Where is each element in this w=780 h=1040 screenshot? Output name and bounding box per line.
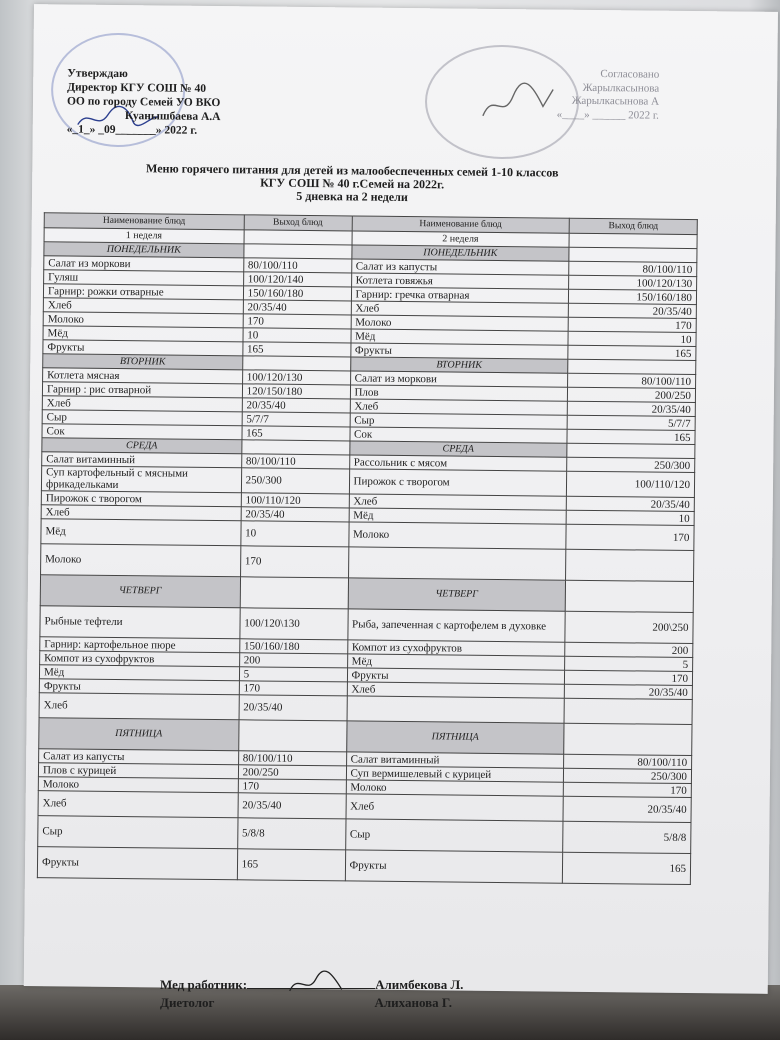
- empty-cell: [244, 230, 352, 245]
- portion-size: 5/8/8: [237, 818, 345, 850]
- portion-size: 170: [243, 314, 351, 329]
- dish-name: Сыр: [345, 819, 563, 852]
- empty-cell: [244, 244, 352, 259]
- portion-size: 100/120/130: [569, 275, 697, 290]
- dish-name: Рассольник с мясом: [349, 455, 567, 471]
- portion-size: 170: [565, 670, 693, 685]
- dish-name: Пирожок с творогом: [349, 469, 567, 496]
- dish-name: Мёд: [41, 519, 241, 546]
- menu-table: [37, 212, 698, 885]
- dish-name: Салат из капусты: [351, 259, 569, 275]
- portion-size: 80/100/110: [238, 751, 346, 766]
- dish-name: Гарнир : рис отварной: [42, 382, 242, 398]
- portion-size: 100/110/120: [567, 471, 695, 497]
- dish-name: Сок: [42, 424, 242, 440]
- portion-size: 100/110/120: [241, 493, 349, 508]
- dish-name: Фрукты: [345, 850, 563, 883]
- portion-size: 250/300: [564, 768, 692, 783]
- portion-size: 80/100/110: [569, 261, 697, 276]
- portion-size: 100/120/130: [242, 370, 350, 385]
- dish-name: Хлеб: [39, 693, 239, 720]
- portion-size: 200/250: [238, 765, 346, 780]
- dish-name: Гарнир: рожки отварные: [43, 284, 243, 300]
- dish-name: Фрукты: [347, 668, 565, 684]
- approver-signature: [473, 81, 563, 127]
- dish-name: Котлета говяжья: [351, 273, 569, 289]
- day-name: ЧЕТВЕРГ: [40, 575, 240, 608]
- portion-size: 20/35/40: [566, 496, 694, 511]
- dish-name: Компот из сухофруктов: [347, 640, 565, 656]
- portion-size: 250/300: [567, 457, 695, 472]
- empty-cell: [564, 723, 692, 755]
- portion-size: 170: [240, 546, 348, 578]
- portion-size: 20/35/40: [239, 695, 347, 721]
- portion-size: 170: [563, 782, 691, 797]
- dish-name: Фрукты: [39, 679, 239, 695]
- portion-size: 170: [238, 779, 346, 794]
- dish-name: Молоко: [351, 315, 569, 331]
- portion-size: 10: [566, 510, 694, 525]
- portion-size: 150/160/180: [569, 289, 697, 304]
- dish-name: Салат из моркови: [44, 256, 244, 272]
- portion-size: [566, 549, 694, 581]
- dish-name: Компот из сухофруктов: [40, 651, 240, 667]
- portion-size: 165: [568, 345, 696, 360]
- dish-name: Рыба, запеченная с картофелем в духовке: [347, 609, 565, 642]
- portion-size: 165: [237, 849, 345, 881]
- dish-name: Салат витаминный: [42, 452, 242, 468]
- day-name: ВТОРНИК: [350, 357, 568, 373]
- empty-cell: [567, 443, 695, 458]
- portion-size: 5/7/7: [567, 415, 695, 430]
- dish-name: Рыбные тефтели: [40, 606, 240, 639]
- day-name: ПОНЕДЕЛЬНИК: [351, 245, 569, 261]
- portion-size: 165: [242, 426, 350, 441]
- portion-size: 20/35/40: [563, 796, 691, 822]
- portion-size: 100/120\130: [240, 608, 348, 640]
- portion-size: 5: [565, 656, 693, 671]
- dish-name: Хлеб: [351, 301, 569, 317]
- portion-size: 100/120/140: [243, 272, 351, 287]
- column-header: Наименование блюд: [352, 216, 570, 233]
- dish-name: Мёд: [351, 329, 569, 345]
- day-name: ЧЕТВЕРГ: [348, 578, 566, 611]
- table-row: [37, 847, 690, 885]
- dish-name: Фрукты: [350, 343, 568, 359]
- dish-name: Мёд: [39, 665, 239, 681]
- portion-size: 80/100/110: [568, 373, 696, 388]
- document-title: Меню горячего питания для детей из малообеспеченных семей 1-10 классов КГУ СОШ № 40 г.Семей на 2022г. 5 дневка на 2 недели: [146, 161, 559, 205]
- column-header: Выход блюд: [244, 215, 352, 231]
- portion-size: 20/35/40: [238, 793, 346, 819]
- dish-name: Молоко: [43, 312, 243, 328]
- empty-cell: [241, 440, 349, 455]
- dish-name: Хлеб: [43, 298, 243, 314]
- portion-size: 165: [243, 342, 351, 357]
- dish-name: Фрукты: [43, 340, 243, 356]
- portion-size: 5/8/8: [563, 821, 691, 853]
- dish-name: Гарнир: гречка отварная: [351, 287, 569, 303]
- dish-name: [348, 547, 566, 580]
- dish-name: Салат из капусты: [39, 749, 239, 765]
- dish-name: Молоко: [38, 777, 238, 793]
- day-name: ПОНЕДЕЛЬНИК: [44, 242, 244, 258]
- dish-name: Пирожок с творогом: [41, 491, 241, 507]
- dietitian-name: Алиханова Г.: [374, 995, 452, 1010]
- day-name: СРЕДА: [349, 441, 567, 457]
- dish-name: [347, 696, 565, 723]
- portion-size: 200/250: [568, 387, 696, 402]
- portion-size: 170: [566, 524, 694, 550]
- signature-line: [247, 988, 375, 989]
- portion-size: 80/100/110: [243, 258, 351, 273]
- dish-name: Хлеб: [41, 505, 241, 521]
- empty-cell: [569, 233, 697, 248]
- portion-size: 165: [563, 852, 691, 884]
- day-name: ПЯТНИЦА: [39, 718, 239, 751]
- dish-name: Хлеб: [42, 396, 242, 412]
- dish-name: Хлеб: [349, 494, 567, 510]
- empty-cell: [240, 577, 348, 609]
- medic-name: Алимбекова Л.: [375, 977, 464, 992]
- portion-size: 165: [567, 429, 695, 444]
- empty-cell: [568, 359, 696, 374]
- column-header: Наименование блюд: [44, 213, 244, 230]
- portion-size: 80/100/110: [241, 454, 349, 469]
- portion-size: 80/100/110: [564, 754, 692, 769]
- dish-name: Молоко: [348, 522, 566, 549]
- dish-name: Сыр: [38, 816, 238, 849]
- empty-cell: [569, 247, 697, 262]
- portion-size: 170: [239, 681, 347, 696]
- dish-name: Сыр: [350, 413, 568, 429]
- dish-name: Мёд: [347, 654, 565, 670]
- dish-name: Салат витаминный: [346, 752, 564, 768]
- dietitian-label: Диетолог: [160, 995, 215, 1010]
- footer: [160, 976, 463, 1012]
- portion-size: 200: [565, 642, 693, 657]
- portion-size: 5/7/7: [242, 412, 350, 427]
- portion-size: 20/35/40: [568, 303, 696, 318]
- empty-cell: [242, 356, 350, 371]
- portion-size: 10: [243, 328, 351, 343]
- portion-size: 20/35/40: [241, 507, 349, 522]
- dish-name: Хлеб: [346, 794, 564, 821]
- dish-name: Сыр: [42, 410, 242, 426]
- column-header: Выход блюд: [569, 218, 697, 234]
- dish-name: Салат из моркови: [350, 371, 568, 387]
- medic-label: Мед работник:: [160, 977, 248, 992]
- dish-name: Суп картофельный с мясными фрикадельками: [41, 466, 241, 493]
- approve-block: Утверждаю Директор КГУ СОШ № 40 ОО по городу Семей УО ВКО Куанышбаева А.А «_1_» _09_______» 2022 г.: [66, 67, 221, 137]
- day-name: СРЕДА: [42, 438, 242, 454]
- dish-name: Плов: [350, 385, 568, 401]
- portion-size: 120/150/180: [242, 384, 350, 399]
- portion-size: 20/35/40: [242, 398, 350, 413]
- dish-name: Гуляш: [44, 270, 244, 286]
- dish-name: Плов с курицей: [38, 763, 238, 779]
- portion-size: 150/160/180: [243, 286, 351, 301]
- portion-size: 10: [568, 331, 696, 346]
- portion-size: 20/35/40: [243, 300, 351, 315]
- dish-name: Хлеб: [38, 791, 238, 818]
- portion-size: 20/35/40: [564, 684, 692, 699]
- agreed-block: Согласовано Жарылкасынова Жарылкасынова А «____» ______ 2022 г.: [556, 68, 660, 122]
- portion-size: 10: [241, 521, 349, 547]
- portion-size: 250/300: [241, 468, 349, 494]
- portion-size: 200: [239, 653, 347, 668]
- portion-size: 5: [239, 667, 347, 682]
- dish-name: Молоко: [346, 780, 564, 796]
- dish-name: Молоко: [41, 544, 241, 577]
- week-label: 2 неделя: [352, 231, 570, 247]
- portion-size: [564, 698, 692, 724]
- week-label: 1 неделя: [44, 228, 244, 244]
- dish-name: Гарнир: картофельное пюре: [40, 637, 240, 653]
- day-name: ПЯТНИЦА: [346, 721, 564, 754]
- dish-name: Сок: [350, 427, 568, 443]
- document-sheet: [24, 4, 778, 994]
- portion-size: 170: [568, 317, 696, 332]
- day-name: ВТОРНИК: [43, 354, 243, 370]
- dish-name: Мёд: [349, 508, 567, 524]
- dish-name: Мёд: [43, 326, 243, 342]
- portion-size: 200\250: [565, 611, 693, 643]
- dish-name: Суп вермишелевый с курицей: [346, 766, 564, 782]
- empty-cell: [238, 720, 346, 752]
- portion-size: 150/160/180: [239, 639, 347, 654]
- portion-size: 20/35/40: [567, 401, 695, 416]
- empty-cell: [565, 580, 693, 612]
- dish-name: Хлеб: [350, 399, 568, 415]
- dish-name: Хлеб: [347, 682, 565, 698]
- dish-name: Фрукты: [37, 847, 237, 880]
- dish-name: Котлета мясная: [43, 368, 243, 384]
